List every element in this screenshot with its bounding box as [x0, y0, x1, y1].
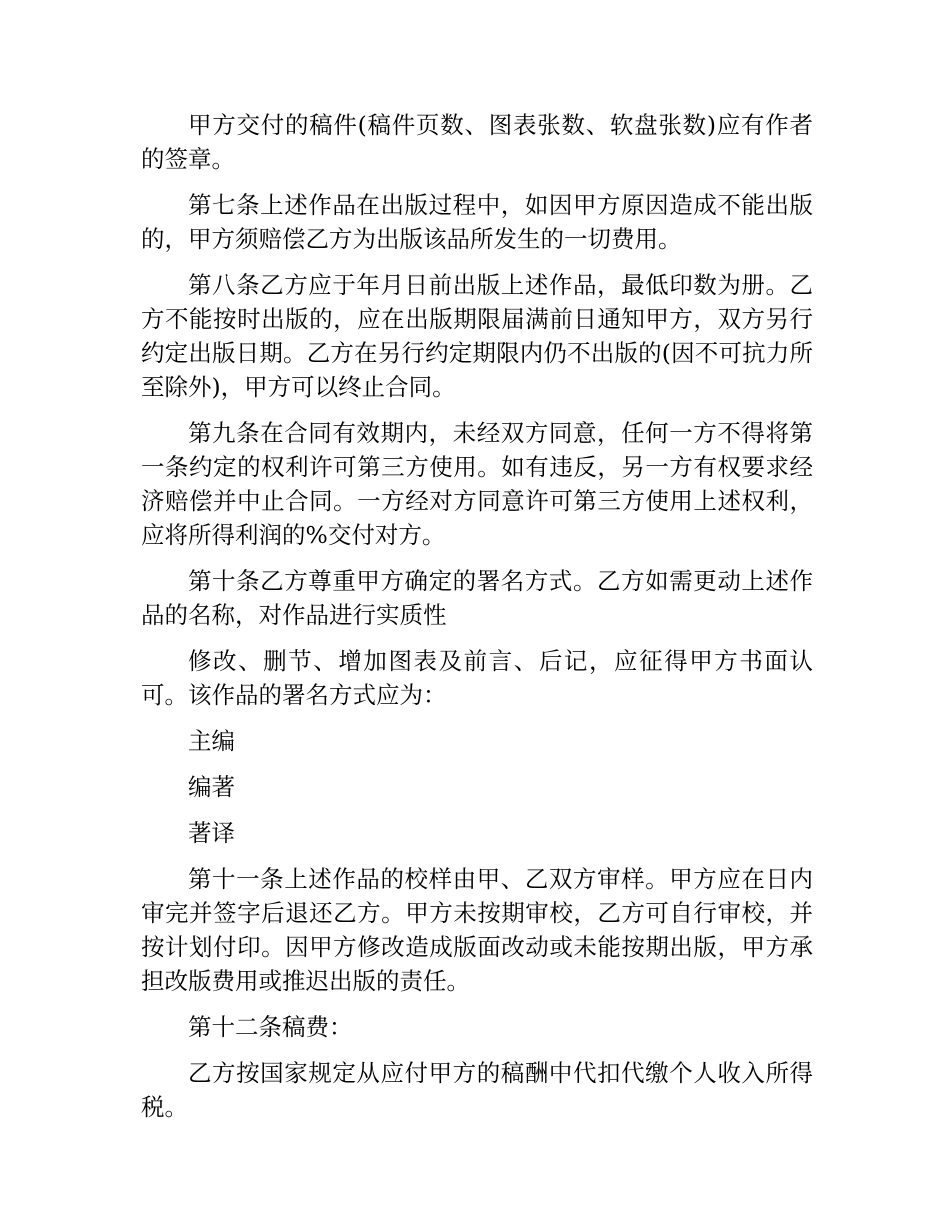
paragraph-article-12: 第十二条稿费：	[188, 1013, 353, 1041]
paragraph-article-10-continued: 修改、删节、增加图表及前言、后记，应征得甲方书面认可。该作品的署名方式应为：	[141, 647, 813, 709]
paragraph-article-7: 第七条上述作品在出版过程中，如因甲方原因造成不能出版的，甲方须赔偿乙方为出版该品所发生的一切费用。	[141, 191, 813, 253]
paragraph-manuscript-signature: 甲方交付的稿件(稿件页数、图表张数、软盘张数)应有作者的签章。	[141, 111, 813, 173]
paragraph-article-11: 第十一条上述作品的校样由甲、乙双方审样。甲方应在日内审完并签字后退还乙方。甲方未按期审校，乙方可自行审校，并按计划付印。因甲方修改造成版面改动或未能按期出版，甲方承担改版费用或推迟出版的责任。	[141, 865, 813, 995]
paragraph-article-10: 第十条乙方尊重甲方确定的署名方式。乙方如需更动上述作品的名称，对作品进行实质性	[141, 567, 813, 629]
document-body	[141, 108, 813, 1136]
paragraph-income-tax: 乙方按国家规定从应付甲方的稿酬中代扣代缴个人收入所得税。	[141, 1059, 813, 1121]
paragraph-article-9: 第九条在合同有效期内，未经双方同意，任何一方不得将第一条约定的权利许可第三方使用。如有违反，另一方有权要求经济赔偿并中止合同。一方经对方同意许可第三方使用上述权利，应将所得利润的%交付对方。	[141, 419, 813, 549]
paragraph-option-chief-editor: 主编	[188, 727, 235, 755]
paragraph-option-compiler: 编著	[188, 773, 235, 801]
paragraph-article-8: 第八条乙方应于年月日前出版上述作品，最低印数为册。乙方不能按时出版的，应在出版期限届满前日通知甲方，双方另行约定出版日期。乙方在另行约定期限内仍不出版的(因不可抗力所至除外)，甲方可以终止合同。	[141, 271, 813, 401]
paragraph-option-translator: 著译	[188, 819, 235, 847]
